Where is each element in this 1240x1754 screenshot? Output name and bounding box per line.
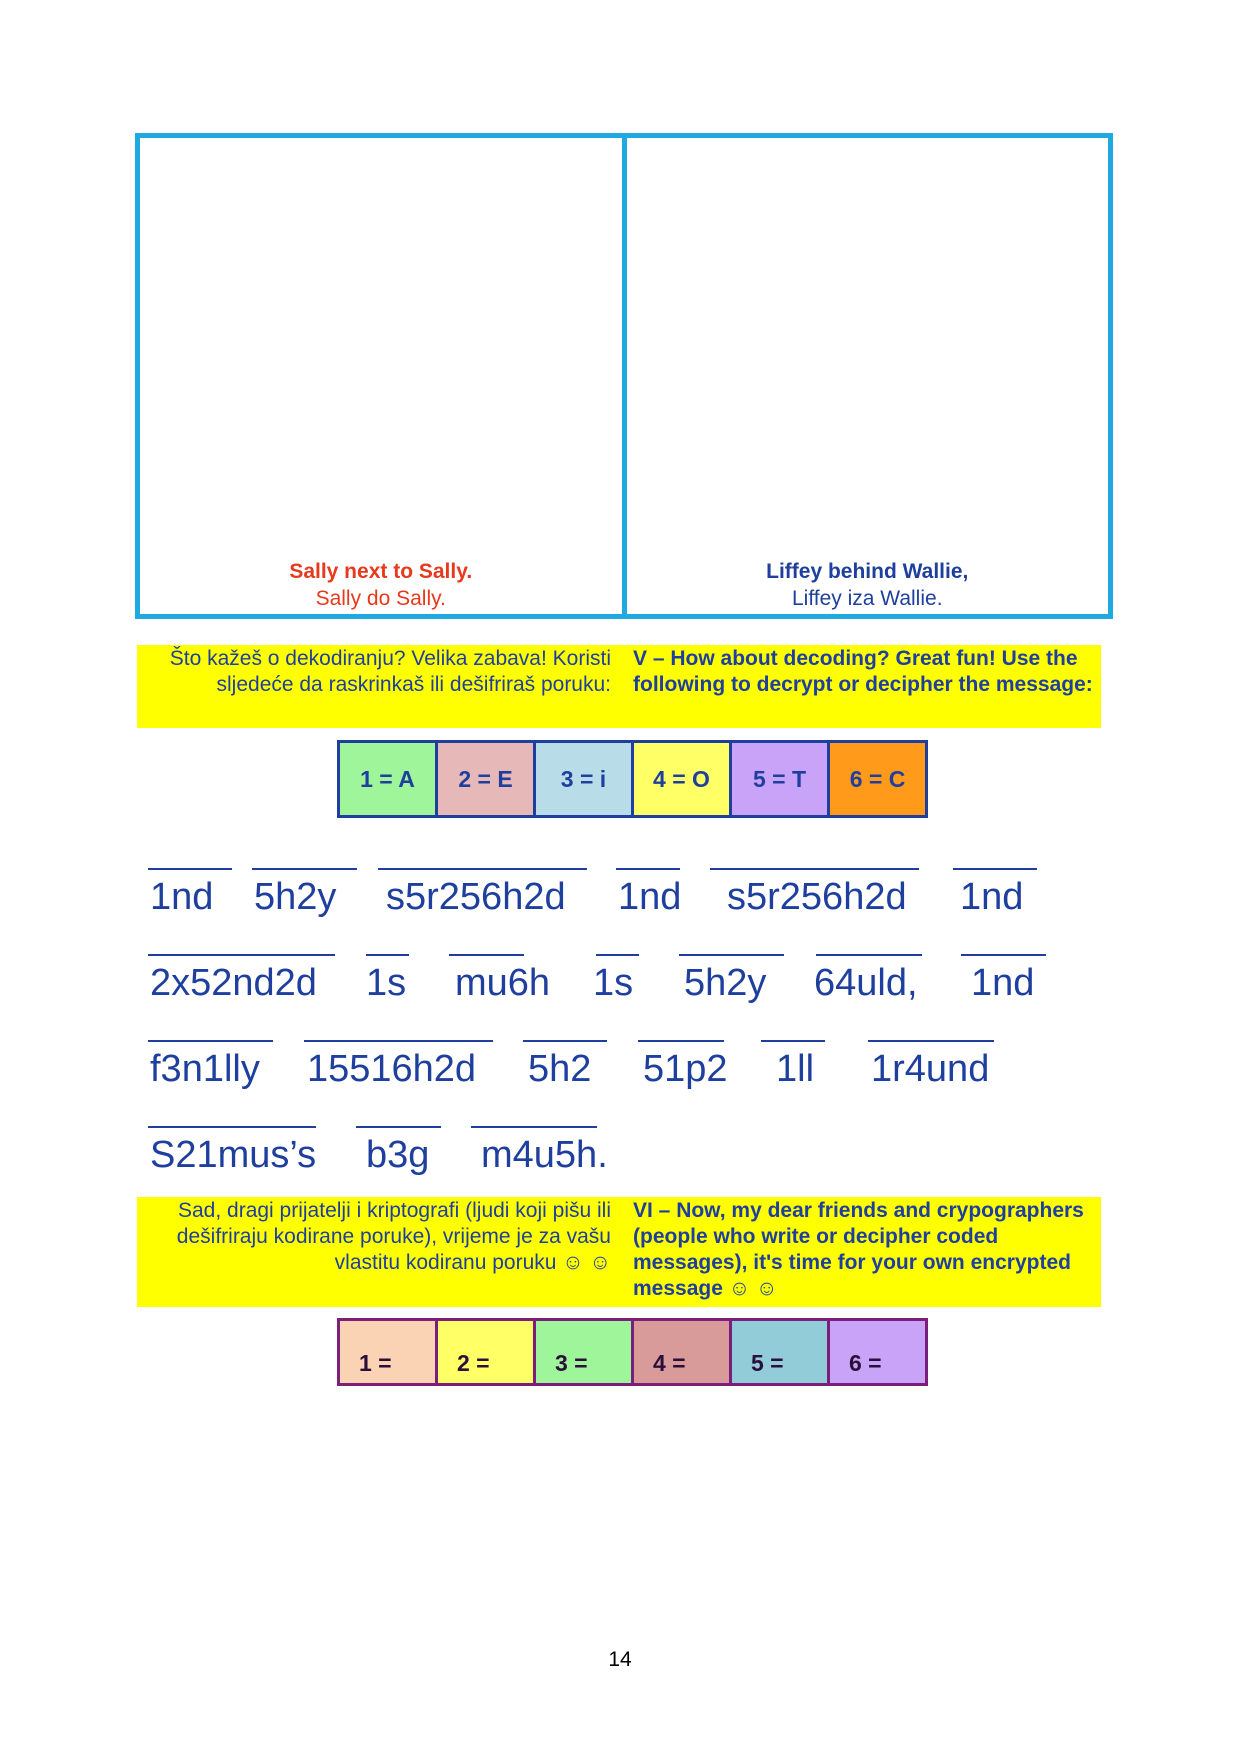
caption-liffey-en: Liffey behind Wallie,: [766, 560, 969, 583]
cipher-word: m4u5h.: [471, 1126, 597, 1128]
cipher-word: 1nd: [953, 868, 1037, 870]
cipher-word: 1r4und: [868, 1040, 994, 1042]
key-cell-label: 2 =: [457, 1350, 490, 1376]
cipher-word: 5h2: [523, 1040, 607, 1042]
key-cell-label: 6 =: [849, 1350, 882, 1376]
section-6-english: VI – Now, my dear friends and crypographers (people who write or decipher coded messages), it's time for your own encrypted message ☺ ☺: [633, 1199, 1084, 1300]
answer-blank[interactable]: [449, 954, 524, 956]
decoding-key-table: [337, 740, 928, 818]
answer-blank[interactable]: [596, 954, 639, 956]
answer-blank[interactable]: [356, 1126, 441, 1128]
key-cell-label: 1 =: [359, 1350, 392, 1376]
key-cell-label: 4 =: [653, 1350, 686, 1376]
key-cell[interactable]: [634, 1321, 732, 1383]
cipher-word: 5h2y: [252, 868, 357, 870]
answer-blank[interactable]: [761, 1040, 825, 1042]
cipher-word: 51p2: [638, 1040, 724, 1042]
key-cell[interactable]: [536, 1321, 634, 1383]
answer-blank[interactable]: [304, 1040, 493, 1042]
cipher-word: 5h2y: [679, 954, 784, 956]
answer-blank[interactable]: [523, 1040, 607, 1042]
caption-sally-hr: Sally do Sally.: [315, 587, 446, 610]
cipher-word: 1s: [596, 954, 639, 956]
section-5-english: V – How about decoding? Great fun! Use the following to decrypt or decipher the message:: [633, 647, 1093, 696]
answer-blank[interactable]: [148, 1126, 316, 1128]
answer-blank[interactable]: [953, 868, 1037, 870]
page-number: 14: [608, 1648, 632, 1671]
answer-blank[interactable]: [638, 1040, 724, 1042]
cipher-word: 1nd: [961, 954, 1046, 956]
key-cell: 3 = i: [536, 743, 634, 815]
answer-blank[interactable]: [378, 868, 587, 870]
cipher-word: 64uld,: [816, 954, 922, 956]
caption-sally: [140, 558, 622, 612]
answer-blank[interactable]: [679, 954, 784, 956]
key-cell: 2 = E: [438, 743, 536, 815]
answer-blank[interactable]: [471, 1126, 597, 1128]
answer-blank[interactable]: [148, 1040, 273, 1042]
cipher-word: s5r256h2d: [378, 868, 587, 870]
cipher-word: S21mus’s: [148, 1126, 316, 1128]
cipher-word: 2x52nd2d: [148, 954, 335, 956]
caption-liffey: [627, 558, 1109, 612]
cipher-word: 1s: [366, 954, 409, 956]
key-cell[interactable]: [830, 1321, 925, 1383]
cipher-word: 1nd: [148, 868, 232, 870]
illustration-frames: [135, 133, 1113, 619]
section-6-instructions: [137, 1197, 1101, 1307]
caption-sally-en: Sally next to Sally.: [289, 560, 473, 583]
key-cell: 5 = T: [732, 743, 830, 815]
key-cell: 1 = A: [340, 743, 438, 815]
answer-blank[interactable]: [616, 868, 680, 870]
answer-blank[interactable]: [710, 868, 919, 870]
answer-blank[interactable]: [816, 954, 922, 956]
encoding-key-table: [337, 1318, 928, 1386]
frame-sally: [140, 138, 622, 614]
answer-blank[interactable]: [148, 954, 335, 956]
key-cell[interactable]: [340, 1321, 438, 1383]
key-cell: 4 = O: [634, 743, 732, 815]
key-cell: 6 = C: [830, 743, 925, 815]
key-cell-label: 3 =: [555, 1350, 588, 1376]
section-6-croatian: Sad, dragi prijatelji i kriptografi (ljudi koji pišu ili dešifriraju kodirane poruke), vrijeme je za vašu vlastitu kodiranu poruku ☺ ☺: [176, 1199, 611, 1274]
cipher-word: 1ll: [761, 1040, 825, 1042]
section-5-croatian: Što kažeš o dekodiranju? Velika zabava! Koristi sljedeće da raskrinkaš ili dešifriraš poruku:: [169, 647, 611, 696]
answer-blank[interactable]: [148, 868, 232, 870]
frame-liffey: [622, 138, 1109, 614]
cipher-word: mu6h: [449, 954, 524, 956]
key-cell-label: 5 =: [751, 1350, 784, 1376]
answer-blank[interactable]: [366, 954, 409, 956]
section-5-instructions: [137, 645, 1101, 728]
cipher-word: f3n1lly: [148, 1040, 273, 1042]
answer-blank[interactable]: [961, 954, 1046, 956]
cipher-word: 1nd: [616, 868, 680, 870]
answer-blank[interactable]: [868, 1040, 994, 1042]
cipher-word: s5r256h2d: [710, 868, 919, 870]
answer-blank[interactable]: [252, 868, 357, 870]
key-cell[interactable]: [438, 1321, 536, 1383]
cipher-word: b3g: [356, 1126, 441, 1128]
cipher-word: 15516h2d: [304, 1040, 493, 1042]
caption-liffey-hr: Liffey iza Wallie.: [791, 587, 943, 610]
key-cell[interactable]: [732, 1321, 830, 1383]
